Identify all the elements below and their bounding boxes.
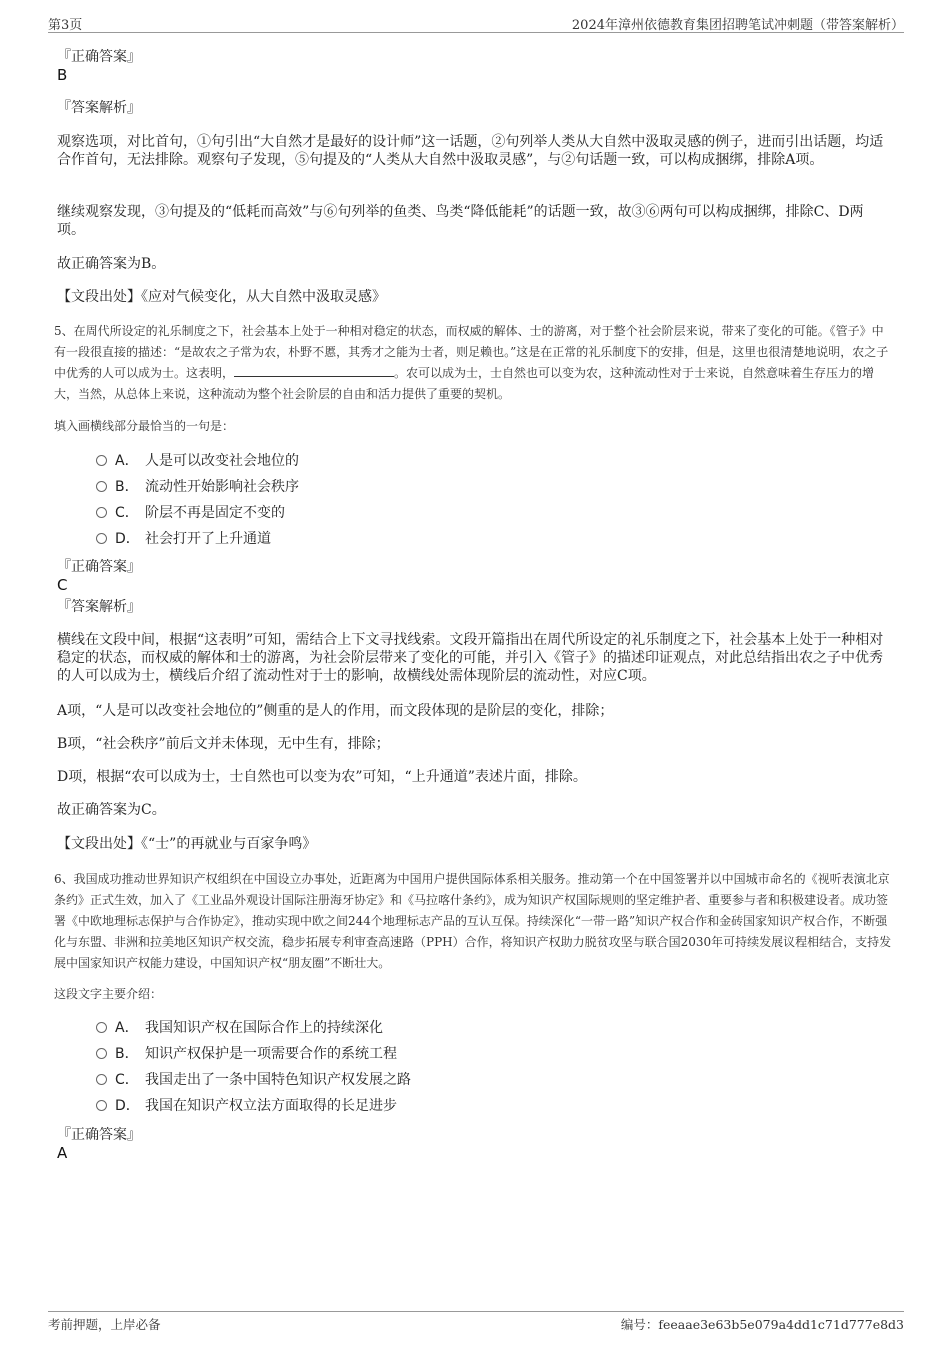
analysis-paragraph: B项，“社会秩序”前后文并未体现，无中生有，排除； <box>57 736 390 752</box>
analysis-conclusion: 故正确答案为B。 <box>57 256 166 272</box>
radio-icon[interactable] <box>96 1100 107 1111</box>
analysis-paragraph: 横线在文段中间，根据“这表明”可知，需结合上下文寻找线索。文段开篇指出在周代所设定的礼乐制度之下，社会基本上处于一种相对稳定的状态，而权威的解体和士的游离，为社会阶层带来了变化的可能，并引入《管子》的描述印证观点，对此总结指出农之子中优秀的人可以成为士，横线后介绍了流动性对于士的影响，故横线处需体现阶层的流动性，对应C项。 <box>57 632 884 684</box>
answer-label: 『正确答案』 <box>57 559 141 575</box>
correct-answer: A <box>57 1144 68 1162</box>
passage-source: 【文段出处】《“士”的再就业与百家争鸣》 <box>57 836 317 852</box>
correct-answer: C <box>57 576 68 594</box>
analysis-conclusion: 故正确答案为C。 <box>57 802 166 818</box>
answer-label: 『正确答案』 <box>57 1127 141 1143</box>
document-id: 编号：feeaae3e63b5e079a4dd1c71d777e8d3 <box>620 1317 904 1332</box>
question-5-prompt: 填入画横线部分最恰当的一句是： <box>54 419 235 433</box>
page-footer <box>48 1311 904 1334</box>
option-c[interactable]: C． 我国走出了一条中国特色知识产权发展之路 <box>96 1070 411 1090</box>
option-b[interactable]: B． 流动性开始影响社会秩序 <box>96 477 299 497</box>
footer-slogan: 考前押题，上岸必备 <box>48 1317 161 1332</box>
radio-icon[interactable] <box>96 533 107 544</box>
question-6-prompt: 这段文字主要介绍： <box>54 987 163 1001</box>
option-b[interactable]: B． 知识产权保护是一项需要合作的系统工程 <box>96 1044 397 1064</box>
question-6-stem: 6、我国成功推动世界知识产权组织在中国设立办事处，近距离为中国用户提供国际体系相关服务。推动第一个在中国签署并以中国城市命名的《视听表演北京条约》正式生效，加入了《工业品外观设计国际注册海牙协定》和《马拉喀什条约》，成为知识产权国际规则的坚定维护者、重要参与者和积极建设者。成功签署《中欧地理标志保护与合作协定》，推动实现中欧之间244个地理标志产品的互认互保。持续深化“一带一路”知识产权合作和金砖国家知识产权合作，不断强化与东盟、非洲和拉美地区知识产权交流，稳步拓展专利审查高速路（PPH）合作，将知识产权助力脱贫攻坚与联合国2030年可持续发展议程相结合，支持发展中国家知识产权能力建设，中国知识产权“朋友圈”不断壮大。 <box>54 872 892 970</box>
fill-blank <box>234 364 394 377</box>
radio-icon[interactable] <box>96 1048 107 1059</box>
radio-icon[interactable] <box>96 481 107 492</box>
radio-icon[interactable] <box>96 507 107 518</box>
page-number: 第3页 <box>48 18 83 33</box>
analysis-paragraph: D项，根据“农可以成为士，士自然也可以变为农”可知，“上升通道”表述片面，排除。 <box>57 769 587 785</box>
radio-icon[interactable] <box>96 455 107 466</box>
question-5-stem: 5、在周代所设定的礼乐制度之下，社会基本上处于一种相对稳定的状态，而权威的解体、士的游离，对于整个社会阶层来说，带来了变化的可能。《管子》中有一段很直接的描述：“是故农之子常为农，朴野不慝，其秀才之能为士者，则足赖也。”这是在正常的礼乐制度下的安排，但是，这里也很清楚地说明，农之子中优秀的人可以成为士。这表明， 。农可以成为士，士自然也可以变为农，这种流动性对于士来说，自然意味着生存压力的增大，当然，从总体上来说，这种流动为整个社会阶层的自由和活力提供了重要的契机。 <box>54 324 889 401</box>
analysis-paragraph: 观察选项，对比首句，①句引出“大自然才是最好的设计师”这一话题，②句列举人类从大自然中汲取灵感的例子，进而引出话题，均适合作首句，无法排除。观察句子发现，⑤句提及的“人类从大自然中汲取灵感”，与②句话题一致，可以构成捆绑，排除A项。 <box>57 134 884 168</box>
radio-icon[interactable] <box>96 1022 107 1033</box>
correct-answer: B <box>57 66 68 84</box>
radio-icon[interactable] <box>96 1074 107 1085</box>
analysis-label: 『答案解析』 <box>57 599 141 615</box>
document-title: 2024年漳州依德教育集团招聘笔试冲刺题（带答案解析） <box>571 18 904 33</box>
analysis-label: 『答案解析』 <box>57 100 141 116</box>
option-a[interactable]: A． 我国知识产权在国际合作上的持续深化 <box>96 1018 383 1038</box>
page-header <box>48 12 904 33</box>
analysis-paragraph: A项，“人是可以改变社会地位的”侧重的是人的作用，而文段体现的是阶层的变化，排除； <box>57 703 614 719</box>
analysis-paragraph: 继续观察发现，③句提及的“低耗而高效”与⑥句列举的鱼类、鸟类“降低能耗”的话题一致，故③⑥两句可以构成捆绑，排除C、D两项。 <box>57 204 864 238</box>
option-d[interactable]: D． 社会打开了上升通道 <box>96 529 271 549</box>
passage-source: 【文段出处】《应对气候变化，从大自然中汲取灵感》 <box>57 289 386 305</box>
option-c[interactable]: C． 阶层不再是固定不变的 <box>96 503 285 523</box>
answer-label: 『正确答案』 <box>57 49 141 65</box>
option-a[interactable]: A． 人是可以改变社会地位的 <box>96 451 299 471</box>
option-d[interactable]: D． 我国在知识产权立法方面取得的长足进步 <box>96 1096 397 1116</box>
